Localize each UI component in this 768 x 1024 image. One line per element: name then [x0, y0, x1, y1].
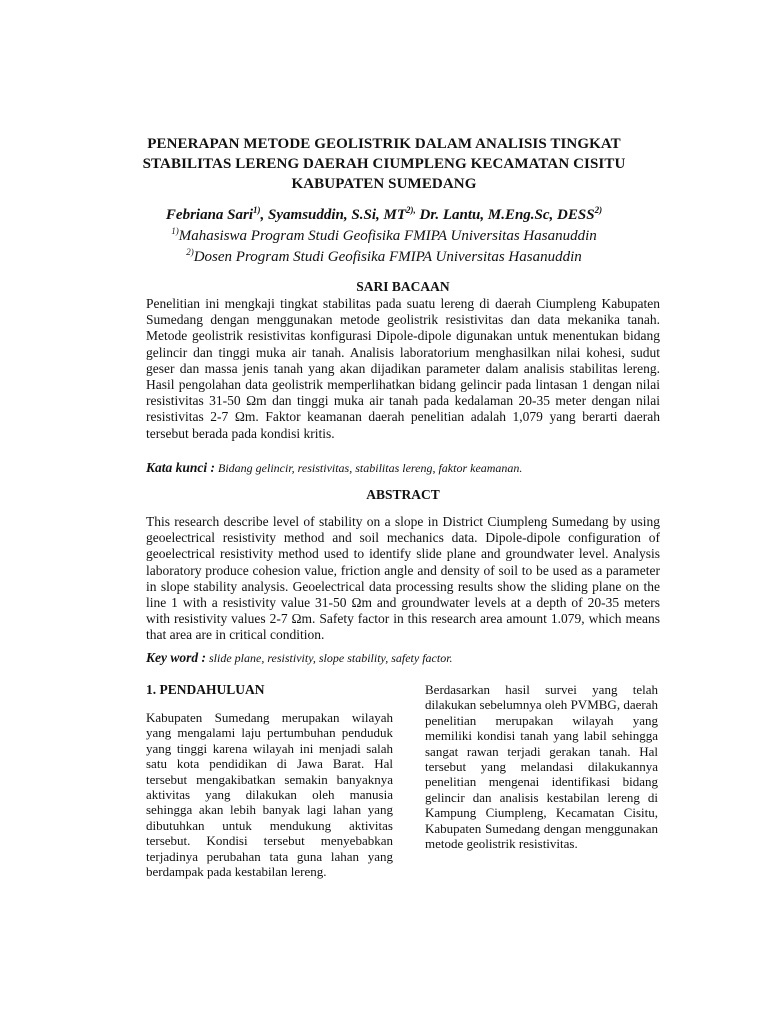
author-block	[100, 205, 668, 268]
affiliation-1-sup: 1)	[171, 226, 179, 236]
affiliation-2	[100, 247, 668, 268]
author-1-sup: 1)	[253, 205, 261, 215]
key-word-label: Key word :	[146, 650, 206, 665]
sari-bacaan-heading: SARI BACAAN	[356, 279, 450, 294]
author-3-sup: 2)	[594, 205, 603, 215]
affiliation-1	[100, 226, 668, 247]
section-heading: 1. PENDAHULUAN	[146, 682, 265, 697]
affiliation-2-text: Dosen Program Studi Geofisika FMIPA Universitas Hasanuddin	[193, 249, 582, 265]
kata-kunci-label: Kata kunci :	[146, 460, 216, 475]
key-word-text: slide plane, resistivity, slope stability, safety factor.	[206, 651, 453, 665]
author-names	[100, 205, 668, 226]
affiliation-2-sup: 2)	[186, 247, 194, 257]
abstract-heading: ABSTRACT	[366, 487, 440, 502]
author-2-sup: 2),	[406, 205, 416, 215]
affiliation-1-text: Mahasiswa Program Studi Geofisika FMIPA Universitas Hasanuddin	[178, 228, 597, 244]
intro-left-paragraph: Kabupaten Sumedang merupakan wilayah yang mengalami laju pertumbuhan penduduk yang tinggi karena wilayah ini menjadi salah satu kota pendidikan di Jawa Barat. Hal tersebut mengakibatkan semakin banyaknya aktivitas yang dilakukan oleh manusia sehingga akan lebih banyak lagi lahan yang dibutuhkan untuk mendukung aktivitas tersebut. Kondisi tersebut menyebabkan terjadinya perubahan tata guna lahan yang berdampak pada kestabilan lereng.	[146, 710, 393, 880]
abstract-body: This research describe level of stability on a slope in District Ciumpleng Sumedang by using geoelectrical resistivity method and soil mechanics data. Dipole-dipole configuration of geoelectrical resistivity method used to identify slide plane and groundwater level. Analysis laboratory produce cohesion value, friction angle and density of soil to be used as a parameter in slope stability analysis. Geoelectrical data processing results show the sliding plane on the line 1 with a resistivity value 31-50 Ωm and groundwater levels at a depth of 20-35 meters with resistivity values 2-7 Ωm. Safety factor in this research area amount 1.079, which means that area are in critical condition.	[146, 514, 660, 643]
author-1: Febriana Sari	[165, 207, 254, 223]
sari-bacaan-body: Penelitian ini mengkaji tingkat stabilitas pada suatu lereng di daerah Ciumpleng Kabupaten Sumedang dengan menggunakan metode geolistrik resistivitas dan data mekanika tanah. Metode geolistrik resistivitas konfigurasi Dipole-dipole digunakan untuk menentukan bidang gelincir dan tinggi muka air tanah. Analisis laboratorium menghasilkan nilai kohesi, sudut geser dan massa jenis tanah yang akan dijadikan parameter dalam analisis stabilitas lereng. Hasil pengolahan data geolistrik memperlihatkan bidang gelincir pada lintasan 1 dengan nilai resistivitas 31-50 Ωm dan tinggi muka air tanah pada kedalaman 20-35 meter dengan nilai resistivitas 2-7 Ωm. Faktor keamanan daerah penelitian adalah 1,079 yang berarti daerah tersebut berada pada kondisi kritis.	[146, 296, 660, 441]
kata-kunci-text: Bidang gelincir, resistivitas, stabilitas lereng, faktor keamanan.	[215, 461, 523, 475]
intro-right-paragraph: Berdasarkan hasil survei yang telah dilakukan sebelumnya oleh PVMBG, daerah penelitian merupakan wilayah yang memiliki kondisi tanah yang labil sehingga sangat rawan terjadi gerakan tanah. Hal tersebut yang melandasi dilakukannya penelitian mengenai identifikasi bidang gelincir dan analisis kestabilan lereng di Kampung Ciumpleng, Kecamatan Cisitu, Kabupaten Sumedang dengan menggunakan metode geolistrik resistivitas.	[425, 682, 658, 852]
key-word	[146, 650, 660, 666]
author-3: Dr. Lantu, M.Eng.Sc, DESS	[415, 207, 595, 223]
author-2: , Syamsuddin, S.Si, MT	[260, 207, 406, 223]
paper-title: PENERAPAN METODE GEOLISTRIK DALAM ANALISIS TINGKAT STABILITAS LERENG DAERAH CIUMPLENG KECAMATAN CISITU KABUPATEN SUMEDANG	[142, 136, 626, 192]
kata-kunci	[146, 460, 660, 476]
